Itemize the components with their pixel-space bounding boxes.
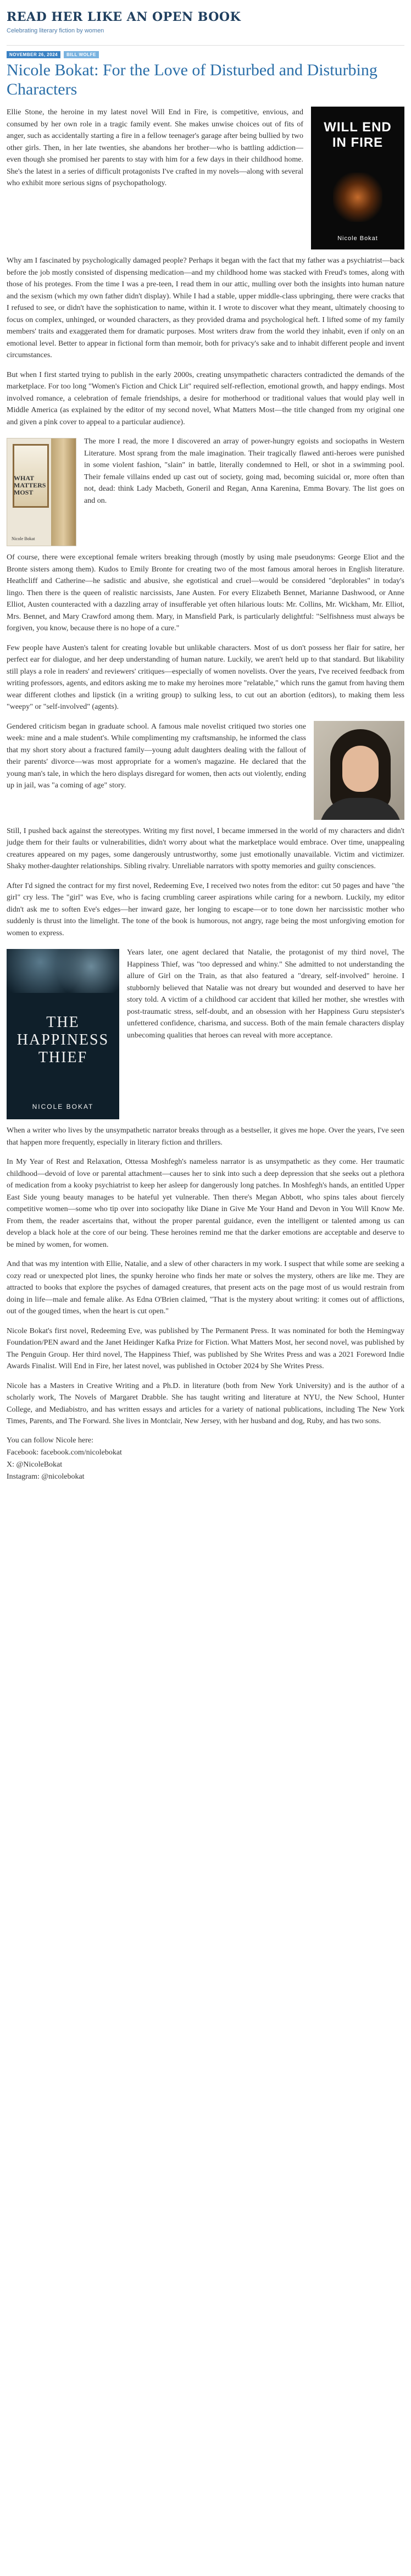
- author-bio: Nicole Bokat's first novel, Redeeming Eve, was published by The Permanent Press. It was nominated for both the Hemingway Foundation/PEN award and the Janet Heidinger Kafka Prize for Fiction. What Matters Most, her second novel, was published by The Penguin Group. Her third novel, The Happiness Thief, was published by She Writes Press and was a 2021 Foreword Indie Awards Finalist. Will End in Fire, her latest novel, was published in October 2024 by She Writes Press.: [7, 1326, 404, 1370]
- site-tagline: Celebrating literary fiction by women: [7, 27, 104, 34]
- cover-thief-title-line3: THIEF: [38, 1049, 88, 1066]
- paragraph: Gendered criticism began in graduate school. A famous male novelist critiqued two stories one week: mine and a male student's. While complimenting my craftsmanship, he informed the class that my short story about a fractured family—young adult daughters dealing with the fallout of their parents' divorce—was most appropriate for a women's magazine. He declared that the young man's tale, in which the hero displays disregard for women, then acts out violently, ending up in jail, was "a coming of age" story.: [7, 722, 306, 790]
- cover-fire-title-line1: WILL END: [324, 120, 392, 135]
- page-container: [7, 0, 404, 1483]
- cover-wmm-title-line1: WHAT: [14, 474, 35, 482]
- post-body: [7, 107, 404, 1483]
- cover-thief-title-line1: THE: [46, 1014, 80, 1031]
- facebook-link[interactable]: Facebook: facebook.com/nicolebokat: [7, 1448, 122, 1457]
- cover-thief-lights: [7, 949, 119, 993]
- section-intro: [7, 107, 404, 255]
- cover-fire-illustration: [333, 173, 382, 222]
- paragraph: After I'd signed the contract for my first novel, Redeeming Eve, I received two notes from the editor: cut 50 pages and have "the girl" cry less. The "girl" was Eve, who is facing crumbling career aspirations while caring for a newborn. Luckily, my editor didn't ask me to soften Eve's edges—her inward gaze, her longing to escape—or to tone down her narcissistic mother who suddenly is thrust into the limelight. The tone of the book is humorous, not angry, rage being the most unforgiving emotion for women to express.: [7, 881, 404, 937]
- x-link[interactable]: X: @NicoleBokat: [7, 1460, 63, 1469]
- cover-wmm-author: Nicole Bokat: [12, 536, 35, 541]
- paragraph: In My Year of Rest and Relaxation, Ottessa Moshfegh's nameless narrator is as unsympathetic as they come. Her traumatic childhood—devoid of love or parental attachment—causes her to sink into such a deep depression that she seeks out a plethora of medication from a kooky psychiatrist to keep her asleep for dangerously long patches. In Moshfegh's hands, an entitled Upper East Side young beauty manages to be hateful yet vulnerable. Then there's Megan Abbott, who spins tales about fiercely competitive women—some who tip over into sociopathy like Diane in Give Me Your Hand and Devon in You Will Know Me. From them, the reader ascertains that, without the proper parental guidance, even the intelligent or talented among us can develop a black hole at the core of our being. These heroines remind me that the darker emotions are acceptable and deserve to be mined by women, for women.: [7, 1158, 404, 1249]
- author-photo: [314, 721, 404, 820]
- post-meta: [7, 51, 404, 58]
- section-literature: [7, 436, 404, 552]
- cover-fire-author: Nicole Bokat: [337, 235, 378, 242]
- what-matters-most-cover: [7, 438, 76, 546]
- author-bio: Nicole has a Masters in Creative Writing and a Ph.D. in literature (both from New York University) and is the author of a scholarly work, The Novels of Margaret Drabble. She has taught writing and literature at NYU, the New School, Hunter College, and Mediabistro, and has written essays and articles for a variety of national publications, including The New York Times, Parents, and The Forward. She lives in Montclair, New Jersey, with her husband and dog, Ruby, and has two sons.: [7, 1381, 404, 1425]
- post-author-badge[interactable]: BILL WOLFE: [64, 51, 99, 58]
- section-happiness-thief: [7, 947, 404, 1125]
- cover-wmm-title-line2: MATTERS: [14, 481, 46, 489]
- section-grad-school: [7, 721, 404, 825]
- cover-thief-author: NICOLE BOKAT: [32, 1103, 94, 1111]
- paragraph: And that was my intention with Ellie, Natalie, and a slew of other characters in my work. I suspect that while some are seeking a cozy read or unexpected plot lines, the spunky heroine who finds her mate or solves the mystery, others are like me. They are attracted to books that explore the psyches of damaged creatures, that present acts on the page most of us would restrain from doing in life—male and female alike. As Edna O'Brien claimed, "That is the mystery about writing: it comes out of afflictions, out of the gouged times, when the heart is cut open.": [7, 1260, 404, 1315]
- cover-wmm-curtain: [51, 438, 76, 546]
- cover-thief-title-line2: HAPPINESS: [16, 1031, 109, 1048]
- paragraph: When a writer who lives by the unsympathetic narrator breaks through as a bestseller, it gives me hope. Over the years, I've seen that happen more frequently, especially in literary fiction and thrillers.: [7, 1126, 404, 1147]
- paragraph: Ellie Stone, the heroine in my latest novel Will End in Fire, is competitive, envious, and consumed by her own role in a tragic family event. She makes unwise choices out of fits of anger, such as accidentally starting a fire in a fellow teenager's garage after being bullied by two other girls. Then, in her late twenties, she abandons her brother—who is battling addiction—even though she promised her parents to stay with him for a few days in their childhood home. She's the latest in a series of difficult protagonists I've crafted in my novels—along with several who exhibit more serious signs of psychopathology.: [7, 108, 303, 187]
- cover-wmm-title-line3: MOST: [14, 488, 34, 496]
- follow-section: [7, 1435, 404, 1483]
- paragraph: Few people have Austen's talent for creating lovable but unlikable characters. Most of us don't possess her flair for satire, her perfect ear for dialogue, and her deep understanding of human nature. Luckily, we aren't held up to that standard. But likability still plays a role in readers' and reviewers' critiques—especially of women novelists. Over the years, I've received feedback from writing professors, agents, and editors asking me to make my heroines more "relatable," which runs the gamut from having them wear different clothes and lipstick (in a writing group) to sulking less, to cut out an abortion (editors), to making them less "weepy" or "self-involved" (agents).: [7, 643, 404, 711]
- site-title[interactable]: READ HER LIKE AN OPEN BOOK: [7, 10, 241, 24]
- paragraph: The more I read, the more I discovered an array of power-hungry egoists and sociopaths in Western Literature. Most sprang from the male imagination. Their tragically flawed anti-heroes were punished in some violent fashion, "slain" in battle, literally condemned to Hell, or shot in a swimming pool. Their female villains ended up cast out of society, going mad, becoming suicidal or, more often than not, dead: think Lady Macbeth, Goneril and Regan, Anna Karenina, Emma Bovary. The list goes on and on.: [84, 437, 404, 505]
- paragraph: Of course, there were exceptional female writers breaking through (mostly by using male pseudonyms: George Eliot and the Bronte sisters among them). Kudos to Emily Bronte for creating two of the most famous amoral heroes in English literature. Heathcliff and Catherine—he sadistic and abusive, she egotistical and cruel—would be considered "deplorables" in today's lingo. Then there is the queen of realistic narcissists, Jane Austen. For every Elizabeth Bennet, Marianne Dashwood, or Anne Elliot, Austen counteracted with a dazzling array of insufferable yet often hilarious louts: Mr. Collins, Mr. Wickham, Mr. Elliot, Mrs. Bennet, and Mary Crawford among them. Mary, in Mansfield Park, is particularly delightful: "Selfishness must always be forgiven, you know, because there is no hope of a cure.": [7, 553, 404, 632]
- follow-intro: You can follow Nicole here:: [7, 1436, 93, 1445]
- instagram-link[interactable]: Instagram: @nicolebokat: [7, 1472, 85, 1481]
- cover-fire-title-line2: IN FIRE: [332, 135, 384, 150]
- site-header: [7, 0, 404, 38]
- post-date-badge: NOVEMBER 26, 2024: [7, 51, 60, 58]
- paragraph: But when I first started trying to publish in the early 2000s, creating unsympathetic characters contradicted the demands of the marketplace. For too long "Women's Fiction and Chick Lit" required self-reflection, emotional growth, and happy endings. Most involved romance, a celebration of female friendships, a desire for motherhood or traditional values that would play well in Middle America (as explained by the editor of my second novel, What Matters Most—the title changed from my original one and given a pink cover to appeal to a particular audience).: [7, 370, 404, 426]
- paragraph: Years later, one agent declared that Natalie, the protagonist of my third novel, The Happiness Thief, was "too depressed and whiny." She admitted to not understanding the allure of Girl on the Train, as that also featured a "dreary, self-involved" heroine. I stubbornly believed that Natalie was not dreary but wounded and deserved to have her story told. A victim of a childhood car accident that killed her mother, she wrestles with post-traumatic stress, self-doubt, and an obsession with her Happiness Guru stepsister's unfettered confidence, charisma, and success. Both of the main female characters display unbecoming qualities that heroes can reveal with more acceptance.: [127, 948, 404, 1040]
- header-divider: [7, 45, 404, 46]
- happiness-thief-cover: [7, 949, 119, 1119]
- post-title: Nicole Bokat: For the Love of Disturbed and Disturbing Characters: [7, 61, 377, 98]
- paragraph: Still, I pushed back against the stereotypes. Writing my first novel, I became immersed in the world of my characters and didn't judge them for their faults or vulnerabilities, didn't worry about what the marketplace would embrace. Over time, unappealing creatures appeared on my pages, some dangerously untrustworthy, some just emotionally unavailable. Victim and victimizer. Shaky mother-daughter relationships. Sibling rivalry. Unreliable narrators with spotty memories and guilty consciences.: [7, 826, 404, 870]
- paragraph: Why am I fascinated by psychologically damaged people? Perhaps it began with the fact that my father was a psychiatrist—back before the job mostly consisted of dispensing medication—and my childhood home was stacked with Freud's tomes, along with those of his proteges. From the time I was a pre-teen, I read them in our attic, mulling over both the insights into human nature and the sexism (which my own father didn't display). While I had a stable, upper middle-class upbringing, there were cracks that I refused to see, or didn't have the sophistication to name, within it. I wrote to discover what they meant, ultimately choosing to focus on complex, unhinged, or wounded characters, as they provided drama and psychological heft. I lifted some of my family members' traits and exaggerated them for dramatic purposes. Most writers draw from the world they inhabit, even if only on an emotional level. Better to appear in fictional form than memoir, both for privacy's sake and to inhabit different people and invent circumstances.: [7, 257, 404, 359]
- will-end-in-fire-cover: [311, 107, 404, 249]
